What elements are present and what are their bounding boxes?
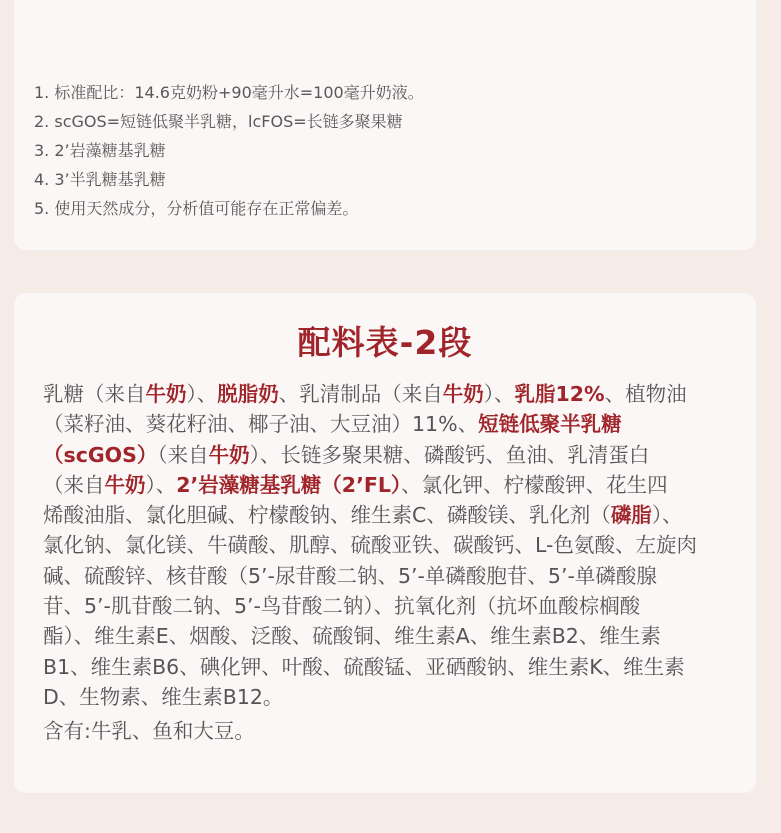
note-item: 1. 标准配比：14.6克奶粉+90毫升水=100毫升奶液。 — [34, 83, 424, 102]
ingredients-line — [43, 621, 733, 651]
ingredient-text: 氯化钠、氯化镁、牛磺酸、肌醇、硫酸亚铁、碳酸钙、L-色氨酸、左旋肉 — [43, 533, 697, 558]
ingredients-line — [43, 652, 733, 682]
ingredients-line — [43, 379, 733, 409]
note-item: 2. scGOS=短链低聚半乳糖，lcFOS=长链多聚果糖 — [34, 112, 403, 131]
highlighted-ingredient: 磷脂 — [610, 503, 652, 528]
ingredient-text: 苷、5’-肌苷酸二钠、5’-鸟苷酸二钠）、抗氧化剂（抗坏血酸棕榈酸 — [43, 594, 641, 619]
ingredients-line — [43, 682, 733, 712]
highlighted-ingredient: 牛奶 — [104, 472, 146, 497]
allergen-statement: 含有:牛乳、鱼和大豆。 — [43, 719, 255, 744]
ingredients-line — [43, 530, 733, 560]
ingredient-text: 乳糖（来自 — [43, 382, 146, 406]
ingredient-text: ）、 — [186, 382, 218, 406]
ingredients-text — [43, 379, 733, 747]
note-item: 5. 使用天然成分，分析值可能存在正常偏差。 — [34, 199, 359, 218]
note-item: 4. 3’半乳糖基乳糖 — [34, 170, 166, 189]
ingredient-text: B1、维生素B6、碘化钾、叶酸、硫酸锰、亚硒酸钠、维生素K、维生素 — [43, 654, 685, 679]
highlighted-ingredient: 牛奶 — [145, 382, 187, 406]
ingredients-line — [43, 409, 733, 439]
ingredient-text: ）、 — [145, 472, 177, 497]
highlighted-ingredient: 2’岩藻糖基乳糖（2’FL） — [176, 472, 402, 497]
highlighted-ingredient: 乳脂12% — [514, 382, 605, 406]
ingredient-text: 碱、硫酸锌、核苷酸（5’-尿苷酸二钠、5’-单磷酸胞苷、5’-单磷酸腺 — [43, 563, 657, 588]
ingredient-text: 、植物油 — [604, 382, 687, 406]
ingredient-text: （来自 — [43, 472, 105, 497]
highlighted-ingredient: 脱脂奶 — [217, 382, 279, 406]
ingredients-line — [43, 561, 733, 591]
note-item: 3. 2’岩藻糖基乳糖 — [34, 141, 166, 160]
ingredient-text: （菜籽油、葵花籽油、椰子油、大豆油）11%、 — [43, 412, 479, 437]
highlighted-ingredient: 牛奶 — [208, 442, 250, 467]
ingredients-line — [43, 500, 733, 530]
ingredient-text: （来自 — [157, 442, 209, 467]
ingredient-text: ）、长链多聚果糖、磷酸钙、鱼油、乳清蛋白 — [249, 442, 650, 467]
ingredient-text: 酯）、维生素E、烟酸、泛酸、硫酸铜、维生素A、维生素B2、维生素 — [43, 624, 661, 649]
highlighted-ingredient: 短链低聚半乳糖 — [478, 412, 622, 437]
notes-card — [14, 0, 756, 250]
ingredients-line — [43, 440, 733, 470]
ingredient-text: D、生物素、维生素B12。 — [43, 684, 284, 709]
ingredient-text: ）、 — [651, 503, 683, 528]
ingredients-line — [43, 470, 733, 500]
ingredient-text: 烯酸油脂、氯化胆碱、柠檬酸钠、维生素C、磷酸镁、乳化剂（ — [43, 503, 611, 528]
ingredient-text: 、乳清制品（来自 — [278, 382, 443, 406]
ingredients-line — [43, 591, 733, 621]
ingredients-card — [14, 293, 756, 793]
notes-list — [34, 78, 424, 223]
ingredient-text: 、氯化钾、柠檬酸钾、花生四 — [401, 472, 668, 497]
highlighted-ingredient: （scGOS） — [43, 442, 158, 467]
highlighted-ingredient: 牛奶 — [442, 382, 484, 406]
ingredients-title: 配料表-2段 — [297, 323, 473, 362]
ingredient-text: ）、 — [483, 382, 515, 406]
